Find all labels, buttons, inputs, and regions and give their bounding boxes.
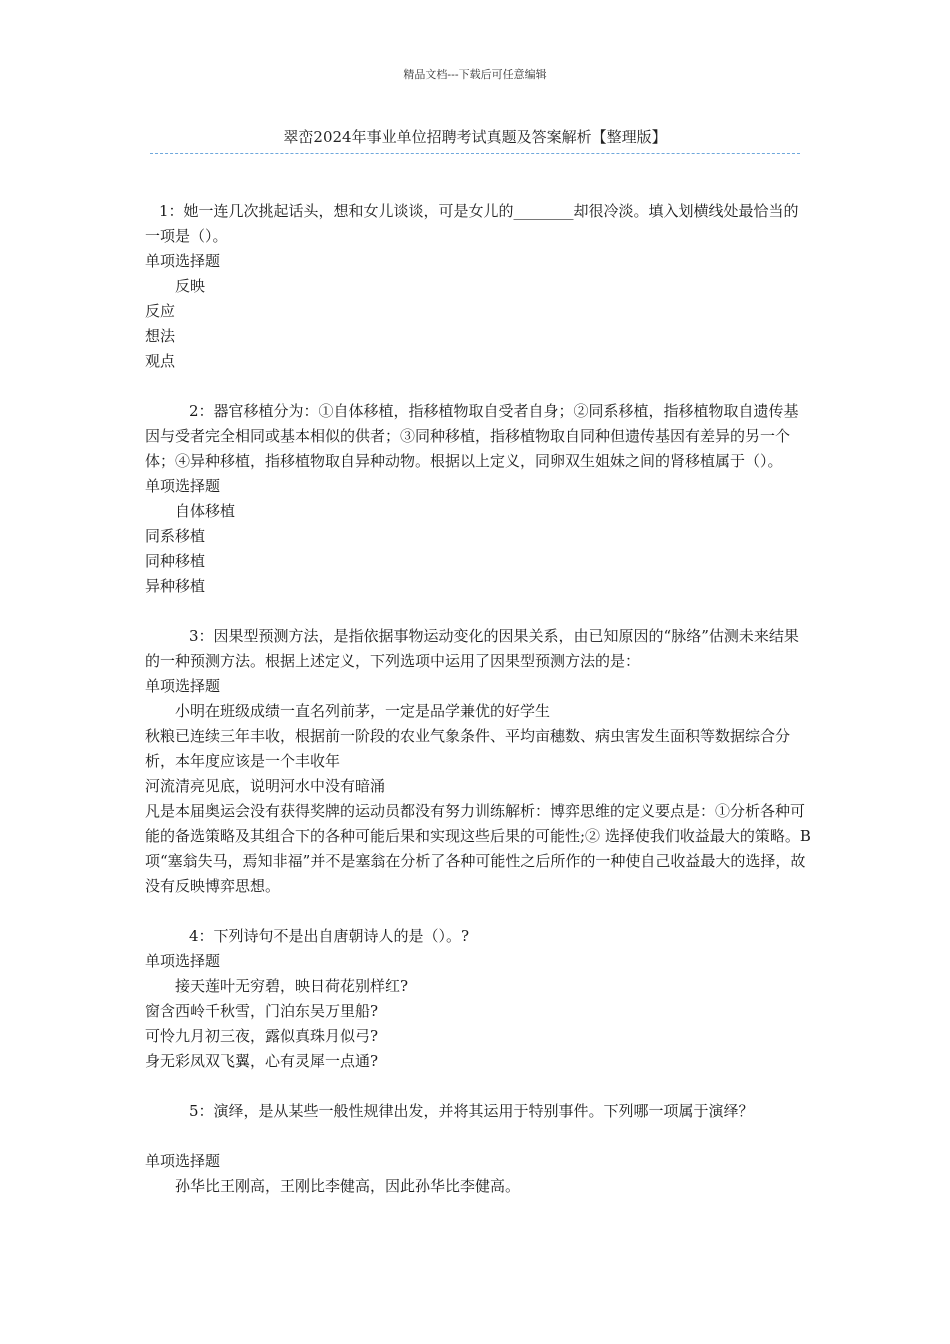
option[interactable]: 可怜九月初三夜，露似真珠月似弓? xyxy=(145,1027,379,1045)
header-note: 精品文档---下载后可任意编辑 xyxy=(403,68,547,81)
question-text: 5：演绎，是从某些一般性规律出发，并将其运用于特别事件。下列哪一项属于演绎？ xyxy=(189,1102,754,1120)
option[interactable]: 观点 xyxy=(145,352,176,370)
question-1 xyxy=(145,199,813,374)
option[interactable]: 身无彩凤双飞翼，心有灵犀一点通? xyxy=(145,1052,379,1070)
option[interactable]: 自体移植 xyxy=(175,502,236,520)
option[interactable]: 想法 xyxy=(145,327,176,345)
question-5 xyxy=(145,1099,813,1199)
question-type: 单项选择题 xyxy=(145,677,221,695)
question-type: 单项选择题 xyxy=(145,952,221,970)
question-text: 3：因果型预测方法，是指依据事物运动变化的因果关系，由已知原因的“脉络”估测未来结果的一种预测方法。根据上述定义，下列选项中运用了因果型预测方法的是： xyxy=(145,627,799,670)
question-type: 单项选择题 xyxy=(145,1152,221,1170)
option[interactable]: 反映 xyxy=(175,277,206,295)
question-text: 4：下列诗句不是出自唐朝诗人的是（）。? xyxy=(189,927,470,945)
question-3 xyxy=(145,624,813,899)
question-2 xyxy=(145,399,813,599)
question-4 xyxy=(145,924,813,1074)
option[interactable]: 异种移植 xyxy=(145,577,206,595)
option[interactable]: 河流清亮见底，说明河水中没有暗涌 xyxy=(145,777,386,795)
title-divider xyxy=(150,153,800,154)
option[interactable]: 同种移植 xyxy=(145,552,206,570)
option[interactable]: 秋粮已连续三年丰收，根据前一阶段的农业气象条件、平均亩穗数、病虫害发生面积等数据综合分析，本年度应该是一个丰收年 xyxy=(145,727,791,770)
option[interactable]: 同系移植 xyxy=(145,527,206,545)
question-type: 单项选择题 xyxy=(145,477,221,495)
option[interactable]: 小明在班级成绩一直名列前茅，一定是品学兼优的好学生 xyxy=(175,702,551,720)
question-text: 1：她一连几次挑起话头，想和女儿谈谈，可是女儿的________却很冷淡。填入划横线处最恰当的一项是（）。 xyxy=(145,202,799,245)
document-body xyxy=(145,199,813,1224)
option[interactable]: 反应 xyxy=(145,302,176,320)
question-type: 单项选择题 xyxy=(145,252,221,270)
option[interactable]: 窗含西岭千秋雪，门泊东吴万里船? xyxy=(145,1002,379,1020)
question-text: 2：器官移植分为：①自体移植，指移植物取自受者自身；②同系移植，指移植物取自遗传基因与受者完全相同或基本相似的供者；③同种移植，指移植物取自同种但遗传基因有差异的另一个体；④异种移植，指移植物取自异种动物。根据以上定义，同卵双生姐妹之间的肾移植属于（）。 xyxy=(145,402,799,470)
option[interactable]: 接天莲叶无穷碧，映日荷花别样红? xyxy=(175,977,409,995)
document-title: 翠峦2024年事业单位招聘考试真题及答案解析【整理版】 xyxy=(283,128,667,146)
option[interactable]: 孙华比王刚高，王刚比李健高，因此孙华比李健高。 xyxy=(175,1177,521,1195)
option[interactable]: 凡是本届奥运会没有获得奖牌的运动员都没有努力训练解析：博弈思维的定义要点是：①分析各种可能的备选策略及其组合下的各种可能后果和实现这些后果的可能性;② 选择使我们收益最大的策略。B项“塞翁失马，焉知非福”并不是塞翁在分析了各种可能性之后所作的一种使自己收益最大的选择，故没有反映博弈思想。 xyxy=(145,802,811,895)
